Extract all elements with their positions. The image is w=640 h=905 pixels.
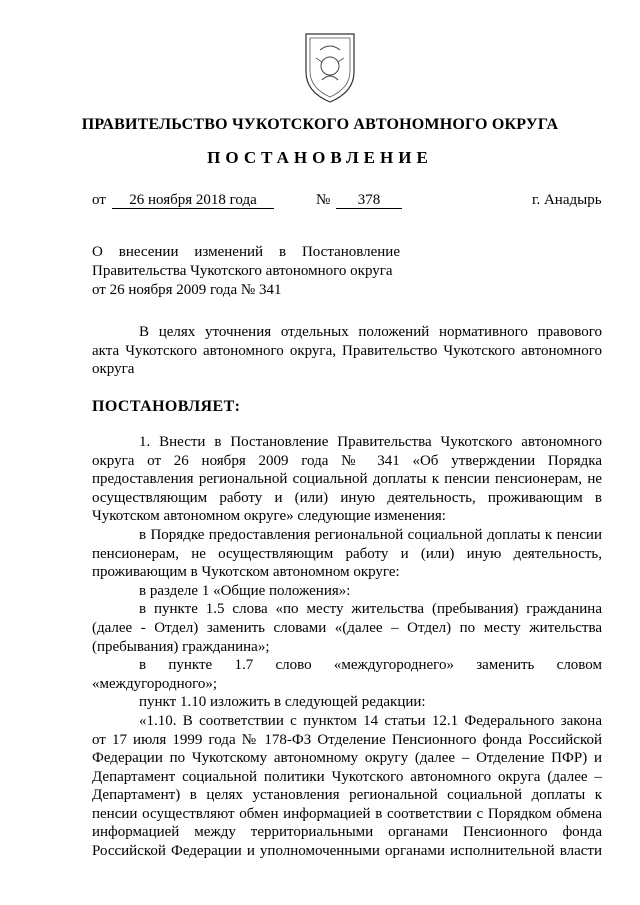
subject-line: от 26 ноября 2009 года № 341 <box>92 282 282 298</box>
resolves-heading: ПОСТАНОВЛЯЕТ: <box>92 398 241 415</box>
body-line: округа от 26 ноября 2009 года № 341 «Об утверждении Порядка <box>92 452 602 469</box>
body-line: информацией между территориальными органами Пенсионного фонда <box>92 824 602 841</box>
body-line: проживающим в Чукотском автономном округе: <box>92 564 400 581</box>
body-line: в разделе 1 «Общие положения»: <box>139 582 351 599</box>
decree-number-value: 378 <box>336 193 402 209</box>
body-line: в пункте 1.7 слово «междугороднего» заменить словом <box>139 657 602 674</box>
subject-line: Правительства Чукотского автономного округа <box>92 263 393 279</box>
decree-body <box>92 433 602 861</box>
government-title: ПРАВИТЕЛЬСТВО ЧУКОТСКОГО АВТОНОМНОГО ОКРУГА <box>81 116 559 133</box>
date-label: от <box>92 192 106 208</box>
decree-date <box>112 192 274 209</box>
body-line: предоставления региональной социальной доплаты к пенсии пенсионерам, не <box>92 471 602 488</box>
body-line: Департамент) в целях установления региональной социальной доплаты к <box>92 787 602 804</box>
body-line: 1. Внести в Постановление Правительства Чукотского автономного <box>139 434 602 450</box>
body-line: (пребывания) гражданина»; <box>92 638 270 655</box>
decree-number <box>336 192 402 209</box>
city: г. Анадырь <box>532 192 602 208</box>
body-line: Департамент социальной политики Чукотского автономного округа (далее – <box>92 768 602 785</box>
preamble-line: В целях уточнения отдельных положений нормативного правового <box>139 324 602 340</box>
decree-subject <box>92 243 400 300</box>
body-line: Чукотском автономном округе» следующие изменения: <box>92 508 446 525</box>
body-line: в Порядке предоставления региональной социальной доплаты к пенсии <box>139 526 602 543</box>
body-line: пенсионерам, не осуществляющим работу и (или) иную деятельность, <box>92 545 602 562</box>
body-line: пункт 1.10 изложить в следующей редакции: <box>139 694 426 711</box>
body-line: пенсии осуществляют обмен информацией в соответствии с Порядком обмена <box>92 805 602 822</box>
number-label: № <box>316 192 331 208</box>
body-line: Федерации по Чукотскому автономному округу (далее – Отделение ПФР) и <box>92 750 602 767</box>
decree-date-value: 26 ноября 2018 года <box>112 193 274 209</box>
coat-of-arms-emblem <box>300 28 360 106</box>
body-line: (далее - Отдел) заменить словами «(далее – Отдел) по месту жительства <box>92 619 602 636</box>
body-line: от 17 июля 1999 года № 178-ФЗ Отделение Пенсионного фонда Российской <box>92 731 602 748</box>
body-line: в пункте 1.5 слова «по месту жительства (пребывания) гражданина <box>139 601 602 618</box>
preamble <box>92 323 602 379</box>
body-line: «междугородного»; <box>92 675 218 692</box>
body-line: «1.10. В соответствии с пунктом 14 статьи 12.1 Федерального закона <box>139 712 602 729</box>
body-line: Российской Федерации и уполномоченными органами исполнительной власти <box>92 843 602 860</box>
document-type: ПОСТАНОВЛЕНИЕ <box>207 148 433 167</box>
subject-line: О внесении изменений в Постановление <box>92 244 400 260</box>
preamble-line: акта Чукотского автономного округа, Правительство Чукотского автономного <box>92 342 602 359</box>
body-line: осуществляющим работу и (или) иную деятельность, проживающим в <box>92 489 602 506</box>
preamble-line: округа <box>92 361 135 378</box>
